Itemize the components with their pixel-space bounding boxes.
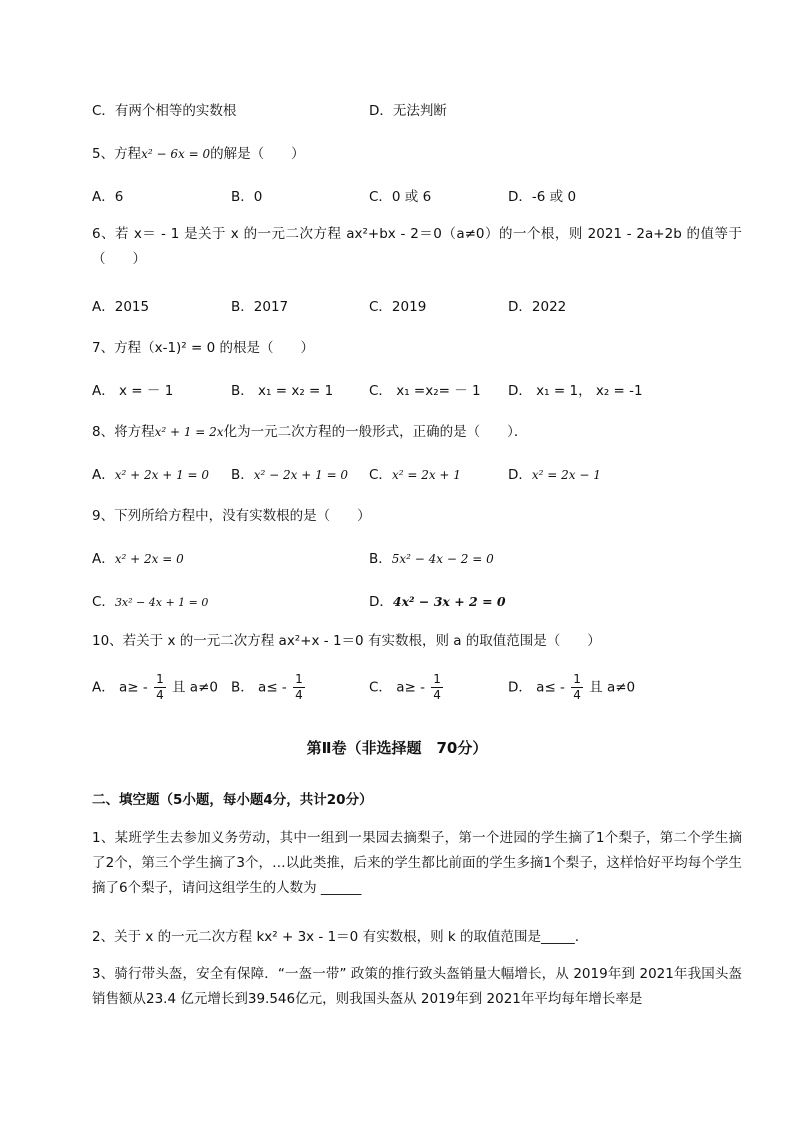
q5-option-d: D．-6 或 0 (508, 189, 577, 205)
q10-option-d (508, 672, 635, 703)
q4-option-d: D．无法判断 (369, 103, 447, 119)
q8-option-a-eq: x² + 2x + 1 = 0 (114, 468, 210, 482)
q8-stem (92, 420, 527, 440)
q9-stem: 9、下列所给方程中，没有实数根的是（ ） (92, 508, 371, 524)
q6-option-a: A．2015 (92, 299, 150, 315)
q7-option-c: C． x₁ =x₂= － 1 (369, 383, 481, 399)
q5-option-a: A．6 (92, 189, 124, 205)
q10-option-c-fraction (431, 672, 443, 703)
q6-option-b: B．2017 (231, 299, 289, 315)
section-title: 第Ⅱ卷（非选择题 70分） (306, 739, 488, 757)
q7-stem: 7、方程（x-1)² = 0 的根是（ ） (92, 340, 314, 356)
q8-option-a-label: A． (92, 467, 115, 483)
q8-prefix: 8、将方程 (92, 424, 155, 440)
q9-option-c-label: C． (92, 594, 115, 610)
q6-stem: 6、若 x＝ - 1 是关于 x 的一元二次方程 ax²+bx - 2＝0（a≠0）的一个根，则 2021 - 2a+2b 的值等于（ ） (92, 226, 742, 267)
q8-suffix: 化为一元二次方程的一般形式，正确的是（ ）． (223, 424, 528, 440)
fraction-numerator: 1 (433, 672, 441, 686)
fill-question-3: 3、骑行带头盔，安全有保障．“一盔一带” 政策的推行致头盔销量大幅增长，从 2019年到 2021年我国头盔销售额从23.4 亿元增长到39.546亿元，则我国头盔从 2019年到 2021年平均每年增长率是 (92, 966, 742, 1007)
fraction-denominator: 4 (295, 688, 303, 702)
q10-option-c-pre: C． a≥ - (369, 679, 425, 696)
fraction-numerator: 1 (156, 672, 164, 686)
q8-option-d-eq: x² = 2x − 1 (531, 468, 601, 482)
q5-stem (92, 142, 305, 162)
fraction-denominator: 4 (156, 688, 164, 702)
q10-option-a-pre: A． a≥ - (92, 679, 148, 696)
q9-option-b (369, 547, 494, 567)
q8-option-d-label: D． (508, 467, 532, 483)
q8-option-b-eq: x² − 2x + 1 = 0 (253, 468, 349, 482)
q10-option-b-fraction (293, 672, 305, 703)
q8-option-b (231, 463, 348, 483)
fill-question-1: 1、某班学生去参加义务劳动，其中一组到一果园去摘梨子，第一个进园的学生摘了1个梨子，第二个学生摘了2个，第三个学生摘了3个，…以此类推，后来的学生都比前面的学生多摘1个梨子，这样恰好平均每个学生摘了6个梨子，请问这组学生的人数为 ______ (92, 830, 742, 896)
q6-option-c: C．2019 (369, 299, 427, 315)
q10-option-a-fraction (154, 672, 166, 703)
fill-question-2: 2、关于 x 的一元二次方程 kx² + 3x - 1＝0 有实数根，则 k 的取值范围是_____. (92, 929, 580, 945)
q10-option-d-pre: D． a≤ - (508, 679, 565, 696)
q9-option-c-eq: 3x² − 4x + 1 = 0 (114, 596, 209, 609)
fraction-denominator: 4 (573, 688, 581, 702)
q9-option-d-eq: 4x² − 3x + 2 = 0 (392, 594, 506, 609)
q8-option-c-label: C． (369, 467, 392, 483)
q8-equation: x² + 1 = 2x (154, 425, 224, 439)
q10-option-c (369, 672, 445, 703)
q10-stem: 10、若关于 x 的一元二次方程 ax²+x - 1＝0 有实数根，则 a 的取值范围是（ ） (92, 633, 601, 649)
section-subtitle: 二、填空题（5小题，每小题4分，共计20分） (92, 792, 373, 808)
q8-option-d (508, 463, 601, 483)
fraction-numerator: 1 (573, 672, 581, 686)
q7-option-d: D． x₁ = 1， x₂ = -1 (508, 383, 643, 399)
q10-option-a-post: 且 a≠0 (172, 679, 218, 696)
q9-option-a (92, 547, 184, 567)
q10-option-d-post: 且 a≠0 (589, 679, 636, 696)
q9-option-d (369, 590, 506, 610)
q7-option-a: A． x = － 1 (92, 383, 174, 399)
q10-option-d-fraction (571, 672, 583, 703)
q7-option-b: B． x₁ = x₂ = 1 (231, 383, 334, 399)
q10-option-b-pre: B． a≤ - (231, 679, 287, 696)
q8-option-c-eq: x² = 2x + 1 (391, 468, 461, 482)
q8-option-a (92, 463, 209, 483)
q9-option-b-label: B． (369, 551, 392, 567)
fraction-numerator: 1 (295, 672, 303, 686)
q5-prefix: 5、方程 (92, 146, 142, 162)
fraction-denominator: 4 (433, 688, 441, 702)
q5-suffix: 的解是（ ） (210, 146, 305, 162)
q10-option-b (231, 672, 307, 703)
q10-option-a (92, 672, 218, 703)
q5-option-c: C．0 或 6 (369, 189, 432, 205)
q8-option-c (369, 463, 461, 483)
q8-option-b-label: B． (231, 467, 254, 483)
q9-option-a-eq: x² + 2x = 0 (114, 552, 184, 566)
q4-option-c: C．有两个相等的实数根 (92, 103, 237, 119)
q5-equation: x² − 6x = 0 (141, 147, 211, 161)
q9-option-d-label: D． (369, 594, 393, 610)
q9-option-a-label: A． (92, 551, 115, 567)
q5-option-b: B．0 (231, 189, 263, 205)
q9-option-b-eq: 5x² − 4x − 2 = 0 (391, 552, 494, 566)
q6-option-d: D．2022 (508, 299, 567, 315)
q9-option-c (92, 590, 208, 610)
